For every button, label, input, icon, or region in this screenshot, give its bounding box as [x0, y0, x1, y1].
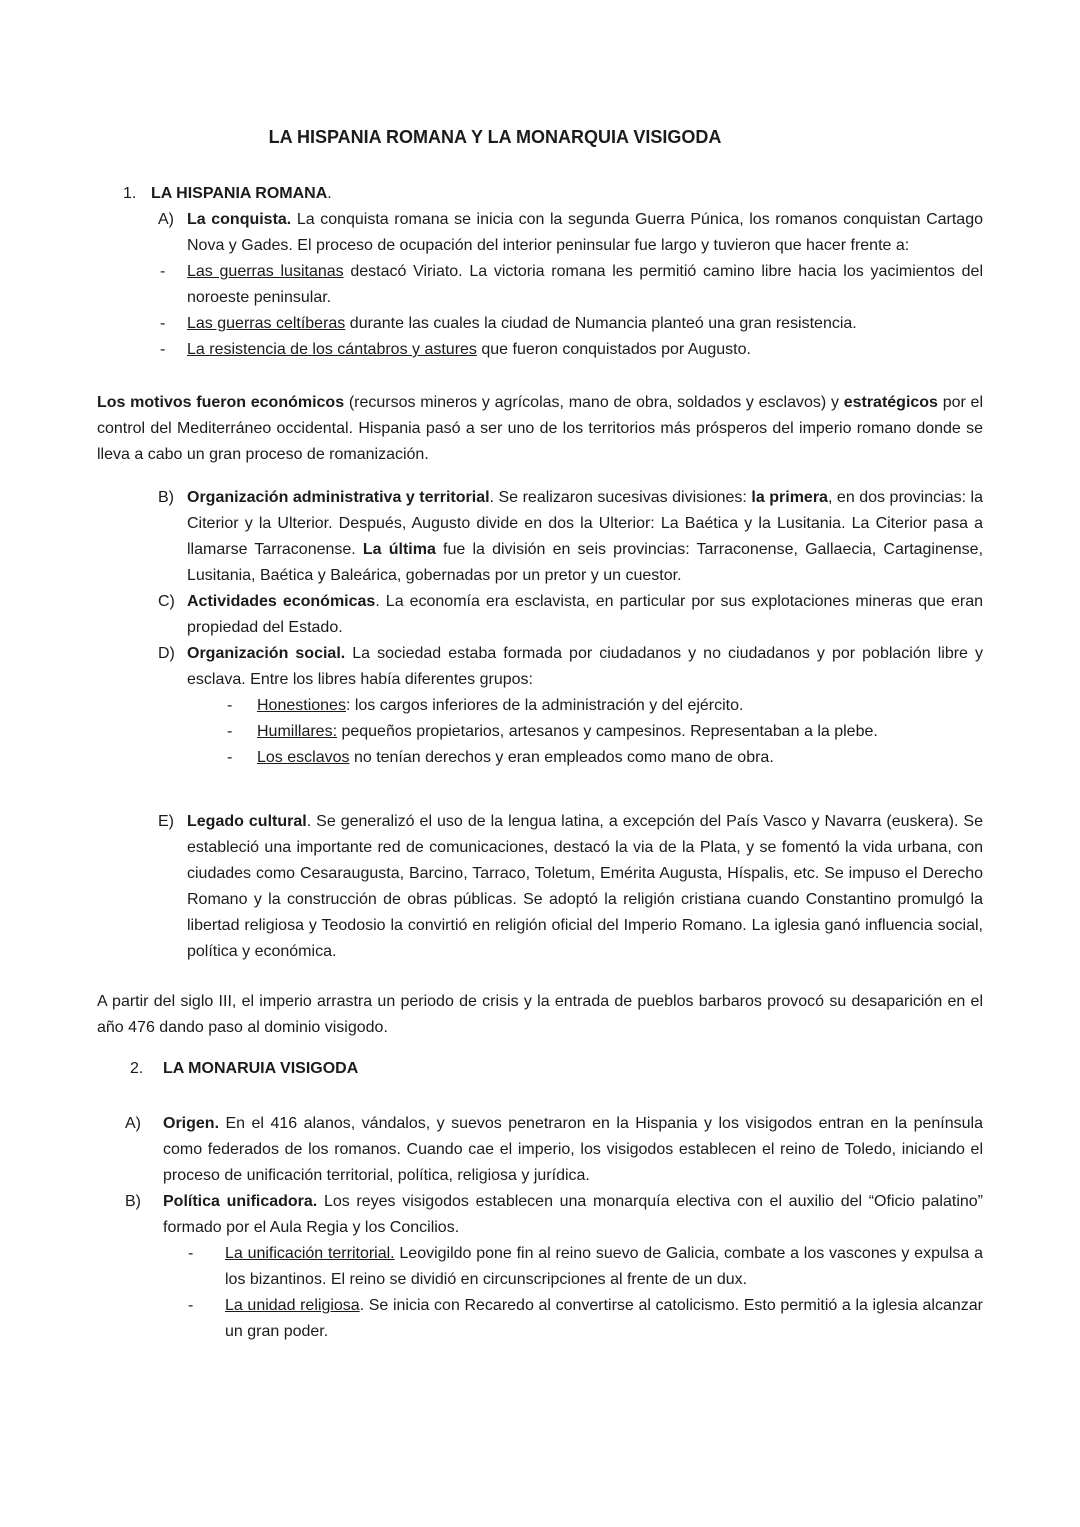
text-run: Los motivos fueron económicos: [97, 394, 349, 411]
item-text: [187, 311, 983, 337]
list-marker: 2.: [130, 1060, 144, 1077]
item-text: [187, 641, 983, 693]
text-run: . Se inicia con Recaredo al convertirse al catolicismo. Esto permitió a la iglesia alcanzar un gran poder.: [225, 1297, 983, 1340]
dash-marker: -: [188, 1297, 194, 1314]
list-marker: E): [158, 813, 174, 830]
item-text: [187, 589, 983, 641]
text-run: La resistencia de los cántabros y astures: [187, 341, 477, 358]
item-d-organizacion-social: [97, 641, 983, 693]
bullet-unidad-religiosa: [97, 1293, 983, 1345]
item-a-origen: [97, 1111, 983, 1189]
text-run: Las guerras lusitanas: [187, 263, 344, 280]
item-text: [163, 1189, 983, 1241]
text-run: . Se generalizó el uso de la lengua latina, a excepción del País Vasco y Navarra (euskera). Se estableció una importante red de comunicaciones, destacó la via de la Plata, y se fomentó la vida urbana, con ciudades como Cesaraugusta, Barcino, Tarraco, Toletum, Emérita Augusta, Híspalis, etc. Se impuso el Derecho Romano y la construcción de obras públicas. Se adoptó la religión cristiana cuando Constantino promulgó la libertad religiosa y Teodosio la convirtió en religión oficial del Imperio Romano. La iglesia ganó influencia social, política y económica.: [187, 813, 983, 960]
heading-text: [163, 1056, 983, 1082]
text-run: Origen.: [163, 1115, 226, 1132]
dash-marker: -: [188, 1245, 194, 1262]
text-run: Legado cultural: [187, 813, 307, 830]
bullet-guerras-celtiberas: [97, 311, 983, 337]
item-text: [225, 1241, 983, 1293]
bullet-guerras-lusitanas: [97, 259, 983, 311]
item-a-la-conquista: [97, 207, 983, 259]
text-run: : los cargos inferiores de la administración y del ejército.: [345, 697, 744, 714]
item-text: [225, 1293, 983, 1345]
list-marker: 1.: [123, 185, 137, 202]
text-run: estratégicos: [843, 394, 943, 411]
paragraph-motivos: [97, 390, 983, 468]
dash-marker: -: [160, 341, 166, 358]
dash-marker: -: [160, 263, 166, 280]
text-run: durante las cuales la ciudad de Numancia planteó una gran resistencia.: [345, 315, 857, 332]
heading-text: [151, 181, 983, 207]
doc-title: LA HISPANIA ROMANA Y LA MONARQUIA VISIGODA: [268, 127, 722, 147]
text-run: no tenían derechos y eran empleados como mano de obra.: [349, 749, 774, 766]
text-run: por el control del Mediterráneo occidental. Hispania pasó a ser uno de los territorios más prósperos del imperio romano donde se lleva a cabo un gran proceso de romanización.: [97, 394, 983, 463]
text-run: la primera: [751, 489, 828, 506]
dash-marker: -: [227, 749, 233, 766]
item-text: [163, 1111, 983, 1189]
list-marker: B): [158, 489, 174, 506]
text-run: LA HISPANIA ROMANA: [151, 185, 328, 202]
section-1-heading: [97, 181, 983, 207]
text-run: , en dos provincias: la Citerior y la Ulterior. Después, Augusto divide en dos la Ulterior: La Baética y la Lusitania. La Citerior pasa a llamarse Tarraconense.: [187, 489, 984, 558]
text-run: La última: [362, 541, 436, 558]
list-marker: C): [158, 593, 175, 610]
bullet-unificacion-territorial: [97, 1241, 983, 1293]
item-text: [187, 809, 983, 965]
text-run: Humillares:: [257, 723, 338, 740]
text-run: .: [327, 185, 332, 202]
section-2-heading: [97, 1056, 983, 1082]
sub-bullet-honestiones: [97, 693, 983, 719]
dash-marker: -: [227, 697, 233, 714]
text-run: pequeños propietarios, artesanos y campesinos. Representaban a la plebe.: [337, 723, 878, 740]
item-e-legado-cultural: [97, 809, 983, 965]
item-c-actividades-economicas: [97, 589, 983, 641]
text-run: Honestiones: [257, 697, 346, 714]
text-run: Organización administrativa y territorial: [187, 489, 490, 506]
text-run: La conquista.: [187, 211, 297, 228]
dash-marker: -: [160, 315, 166, 332]
text-run: Organización social.: [187, 645, 353, 662]
sub-bullet-humillares: [97, 719, 983, 745]
text-run: que fueron conquistados por Augusto.: [476, 341, 751, 358]
text-run: LA MONARUIA VISIGODA: [163, 1060, 359, 1077]
item-text: [187, 259, 983, 311]
text-run: La conquista romana se inicia con la segunda Guerra Púnica, los romanos conquistan Cartago Nova y Gades. El proceso de ocupación del interior peninsular fue largo y tuvieron que hacer frente a:: [187, 211, 983, 254]
sub-bullet-esclavos: [97, 745, 983, 771]
text-run: La sociedad estaba formada por ciudadanos y no ciudadanos y por población libre y esclava. Entre los libres había diferentes grupos:: [187, 645, 983, 688]
paragraph-siglo-iii: A partir del siglo III, el imperio arrastra un periodo de crisis y la entrada de pueblos barbaros provocó su desaparición en el año 476 dando paso al dominio visigodo.: [97, 993, 983, 1036]
item-b-politica-unificadora: [97, 1189, 983, 1241]
text-run: Política unificadora.: [163, 1193, 324, 1210]
list-marker: A): [158, 211, 174, 228]
text-run: Actividades económicas: [187, 593, 376, 610]
text-run: . Se realizaron sucesivas divisiones:: [489, 489, 752, 506]
list-marker: B): [125, 1193, 141, 1210]
dash-marker: -: [227, 723, 233, 740]
text-run: Leovigildo pone fin al reino suevo de Galicia, combate a los vascones y expulsa a los bizantinos. El reino se dividió en circunscripciones al frente de un dux.: [225, 1245, 983, 1288]
item-text: [187, 337, 983, 363]
list-marker: D): [158, 645, 175, 662]
text-run: En el 416 alanos, vándalos, y suevos penetraron en la Hispania y los visigodos entran en la península como federados de los romanos. Cuando cae el imperio, los visigodos establecen el reino de Toledo, iniciando el proceso de unificación territorial, política, religiosa y jurídica.: [163, 1115, 984, 1184]
text-run: Las guerras celtíberas: [187, 315, 346, 332]
text-run: destacó Viriato. La victoria romana les permitió camino libre hacia los yacimientos del noroeste peninsular.: [187, 263, 983, 306]
text-run: La unificación territorial.: [225, 1245, 395, 1262]
item-text: [187, 207, 983, 259]
item-text: [257, 719, 983, 745]
bullet-cantabros-astures: [97, 337, 983, 363]
text-run: Los esclavos: [257, 749, 350, 766]
text-run: Los reyes visigodos establecen una monarquía electiva con el auxilio del “Oficio palatino” formado por el Aula Regia y los Concilios.: [163, 1193, 984, 1236]
item-text: [257, 693, 983, 719]
item-text: [187, 485, 983, 589]
text-run: fue la división en seis provincias: Tarraconense, Gallaecia, Cartaginense, Lusitania, Baética y Baleárica, gobernadas por un pretor y un cuestor.: [187, 541, 984, 584]
text-run: (recursos mineros y agrícolas, mano de obra, soldados y esclavos) y: [348, 394, 844, 411]
text-run: . La economía era esclavista, en particular por sus explotaciones mineras que eran propiedad del Estado.: [187, 593, 984, 636]
item-text: [257, 745, 983, 771]
text-run: La unidad religiosa: [225, 1297, 360, 1314]
item-b-organizacion-administrativa: [97, 485, 983, 589]
list-marker: A): [125, 1115, 141, 1132]
